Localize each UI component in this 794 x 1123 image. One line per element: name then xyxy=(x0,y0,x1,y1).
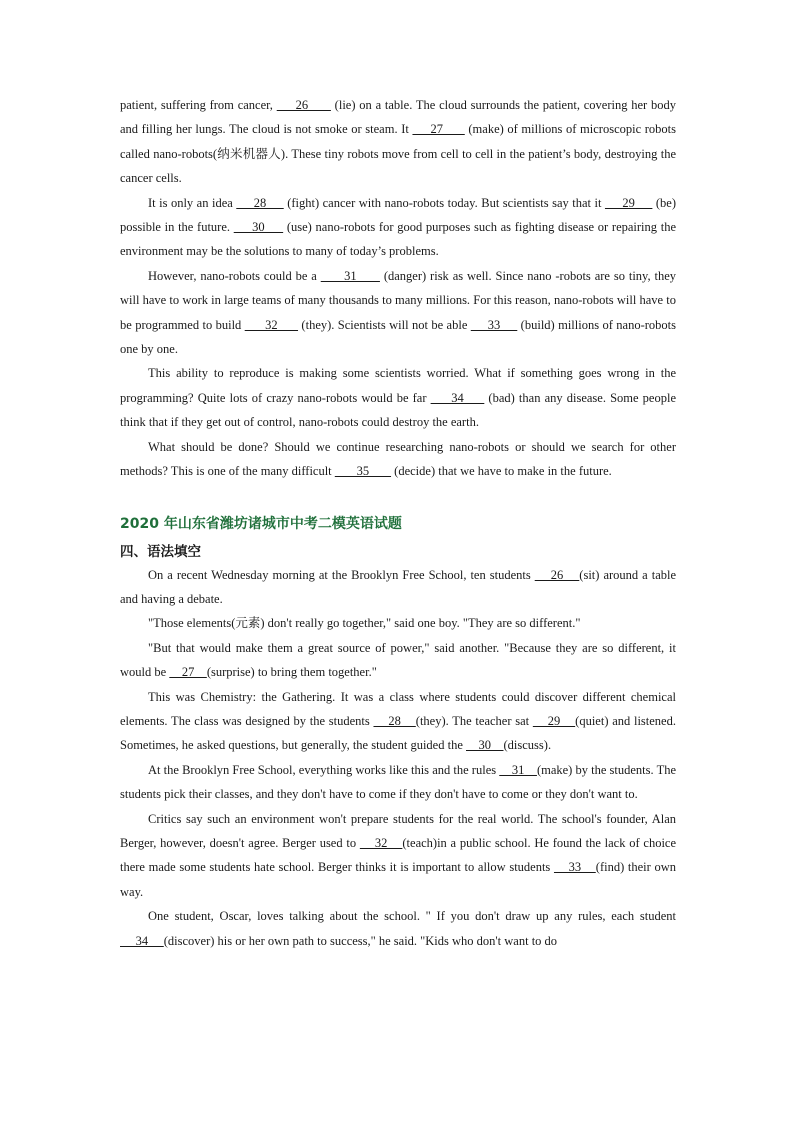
paragraph-text: "But that would make them a great source of power," said another. "Because they are so different, it would be xyxy=(120,640,676,680)
paragraph xyxy=(120,93,676,191)
blank-field: 32 xyxy=(359,835,403,850)
paragraph-text: (find) their own way. xyxy=(120,860,677,899)
paragraph-text: This was Chemistry: the Gathering. It was a class where students could discover different chemical elements. The class was designed by the students xyxy=(120,689,676,728)
paragraph-text: (bad) than any disease. Some people think that if they get out of control, nano-robots could destroy the earth. xyxy=(120,390,676,430)
paragraph-text: (decide) that we have to make in the future. xyxy=(391,464,612,479)
blank-field: 28 xyxy=(373,713,416,728)
paragraph xyxy=(120,758,676,807)
blank-field: 34 xyxy=(430,390,485,405)
paragraph xyxy=(120,636,676,685)
blank-field: 28 xyxy=(236,195,284,210)
paragraph xyxy=(120,264,676,362)
section-heading: 四、语法填空 xyxy=(120,543,201,560)
blank-field: 31 xyxy=(320,268,380,283)
paragraph xyxy=(120,685,676,758)
paragraph-text: (fight) cancer with nano-robots today. But scientists say that it xyxy=(283,195,605,210)
paragraph-text: What should be done? Should we continue researching nano-robots or should we search for other methods? This is one of the many difficult xyxy=(120,439,676,479)
blank-field: 33 xyxy=(470,317,518,332)
paragraph-text: "Those elements(元素) don't really go together," said one boy. "They are so different." xyxy=(148,616,581,631)
paragraph xyxy=(120,435,676,484)
paragraph-text: patient, suffering from cancer, xyxy=(120,98,277,112)
blank-field: 27 xyxy=(412,122,465,137)
paragraph-text: (surprise) to bring them together." xyxy=(206,665,377,680)
blank-field: 35 xyxy=(334,464,392,479)
blank-field: 26 xyxy=(534,567,580,582)
blank-field: 29 xyxy=(604,195,653,210)
paragraph xyxy=(120,807,676,905)
paragraph-text: (sit) around a table and having a debate. xyxy=(120,567,677,606)
document-page xyxy=(120,93,676,953)
paragraph-text: (discover) his or her own path to success," he said. "Kids who don't want to do xyxy=(163,933,558,948)
paragraph-text: (discuss). xyxy=(503,738,552,753)
paragraph xyxy=(120,904,676,953)
paragraph-text: (they). Scientists will not be able xyxy=(298,317,471,332)
paragraph-text: However, nano-robots could be a xyxy=(148,268,321,283)
blank-field: 27 xyxy=(169,665,207,680)
paragraph-text: One student, Oscar, loves talking about the school. " If you don't draw up any rules, each student xyxy=(148,909,676,924)
passage-body xyxy=(120,563,676,954)
blank-field: 32 xyxy=(244,317,299,332)
paragraph-text: (build) millions of nano-robots one by one. xyxy=(120,317,677,357)
paragraph-text: (use) nano-robots for good purposes such as fighting disease or repairing the environment may be the solutions to many of today’s problems. xyxy=(120,220,676,259)
exam-title: 2020 年山东省潍坊诸城市中考二模英语试题 xyxy=(120,515,402,532)
paragraph xyxy=(120,563,676,612)
blank-field: 33 xyxy=(553,860,596,875)
paragraph-text: (make) of millions of microscopic robots called nano-robots(纳米机器人). These tiny robots move from cell to cell in the patient’s body, destroying the cancer cells. xyxy=(120,122,677,186)
paragraph-text: (be) possible in the future. xyxy=(120,195,677,235)
paragraph-text: (make) by the students. The students pick their classes, and they don't have to come if they don't have to come or they don't want to. xyxy=(120,762,676,802)
blank-field: 34 xyxy=(120,933,164,948)
paragraph xyxy=(120,611,676,635)
paragraph-text: It is only an idea xyxy=(148,195,237,210)
blank-field: 31 xyxy=(499,762,537,777)
paragraph-text: (teach)in a public school. He found the lack of choice there made some students hate school. Berger thinks it is important to allow students xyxy=(120,835,677,875)
blank-field: 26 xyxy=(276,98,331,112)
paragraph-text: This ability to reproduce is making some scientists worried. What if something goes wrong in the programming? Quite lots of crazy nano-robots would be far xyxy=(120,366,676,405)
blank-field: 30 xyxy=(233,220,284,235)
passage-nano-robots xyxy=(120,93,676,484)
paragraph xyxy=(120,361,676,434)
paragraph-text: (quiet) and listened. Sometimes, he asked questions, but generally, the student guided the xyxy=(120,713,676,753)
paragraph-text: (lie) on a table. The cloud surrounds the patient, covering her body and filling her lungs. The cloud is not smoke or steam. It xyxy=(120,98,677,137)
blank-field: 29 xyxy=(532,713,576,728)
paragraph-text: Critics say such an environment won't prepare students for the real world. The school's founder, Alan Berger, however, doesn't agree. Berger used to xyxy=(120,811,676,850)
paragraph-text: (danger) risk as well. Since nano -robots are so tiny, they will have to work in large teams of many thousands to many millions. For this reason, nano-robots will have to be programmed to build xyxy=(120,268,677,332)
paragraph xyxy=(120,191,676,264)
paragraph-text: On a recent Wednesday morning at the Brooklyn Free School, ten students xyxy=(148,567,535,582)
paragraph-text: (they). The teacher sat xyxy=(415,713,533,728)
blank-field: 30 xyxy=(466,738,504,753)
paragraph-text: At the Brooklyn Free School, everything works like this and the rules xyxy=(148,762,500,777)
passage-brooklyn-free-school xyxy=(120,514,676,954)
